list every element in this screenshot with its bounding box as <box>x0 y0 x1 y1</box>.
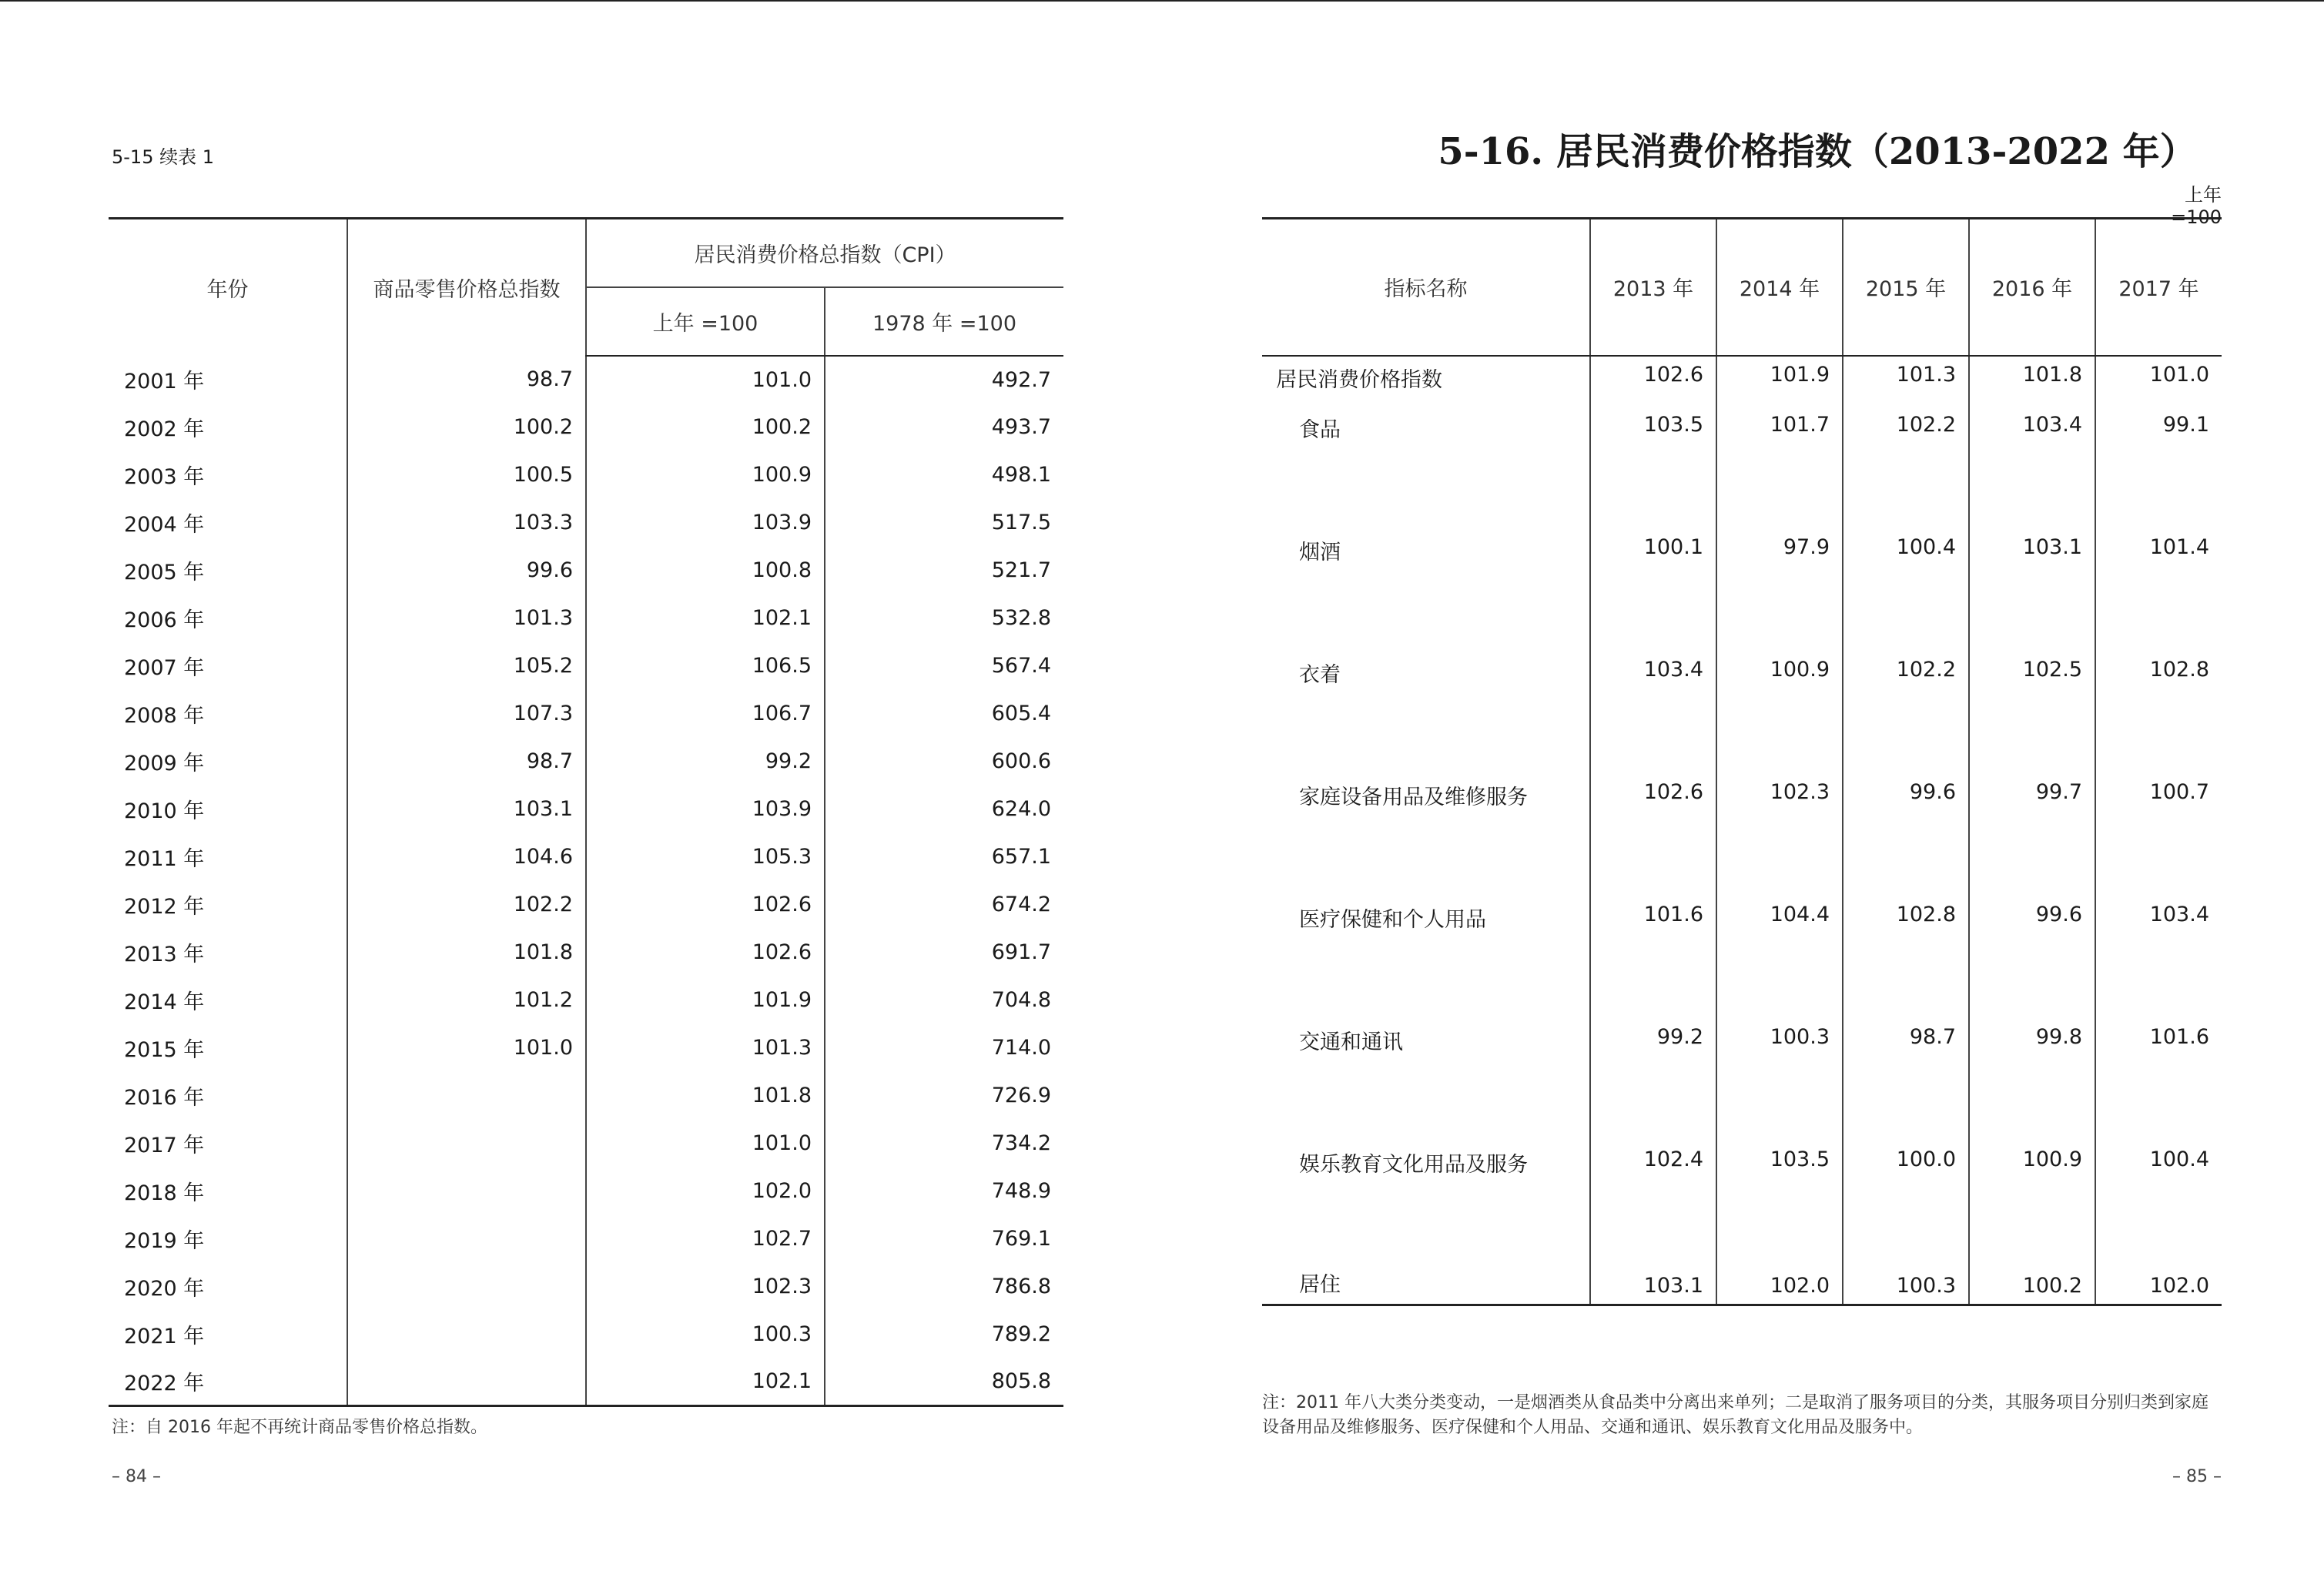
index-value-cell: 97.9 <box>1716 529 1843 652</box>
right-page-number: – 85 – <box>2172 1467 2222 1486</box>
retail-index-cell: 102.2 <box>347 881 586 929</box>
year-cell: 2001 年 <box>124 370 205 394</box>
index-value-cell: 99.8 <box>1969 1019 2095 1141</box>
year-cell: 2010 年 <box>124 799 205 823</box>
table-row <box>109 977 1063 1024</box>
index-value-cell: 100.0 <box>1843 1141 1969 1264</box>
cpi-prev-year-cell: 101.0 <box>586 1120 825 1168</box>
index-value-cell: 103.5 <box>1590 407 1716 529</box>
retail-index-cell <box>347 1359 586 1406</box>
cpi-prev-year-cell: 106.5 <box>586 642 825 690</box>
table-row <box>109 356 1063 404</box>
table-row <box>1262 896 2222 1019</box>
index-value-cell: 101.0 <box>2095 356 2222 407</box>
table-row <box>109 499 1063 547</box>
retail-index-cell <box>347 1168 586 1215</box>
retail-index-cell: 99.6 <box>347 547 586 595</box>
cpi-base-1978-cell: 624.0 <box>825 786 1063 833</box>
retail-index-cell <box>347 1263 586 1311</box>
cpi-prev-year-cell: 102.6 <box>586 929 825 977</box>
table-row <box>1262 407 2222 529</box>
year-cell: 2003 年 <box>124 465 205 489</box>
table-row <box>1262 652 2222 774</box>
page-title: 5-16. 居民消费价格指数（2013-2022 年） <box>1438 130 2197 173</box>
retail-index-cell: 101.8 <box>347 929 586 977</box>
table-row <box>109 1311 1063 1359</box>
year-cell: 2007 年 <box>124 656 205 680</box>
index-value-cell: 101.3 <box>1843 356 1969 407</box>
table-row <box>109 595 1063 642</box>
indicator-name-cell: 食品 <box>1299 417 1341 442</box>
index-value-cell: 99.2 <box>1590 1019 1716 1141</box>
cpi-base-1978-cell: 521.7 <box>825 547 1063 595</box>
cpi-base-1978-cell: 492.7 <box>825 356 1063 404</box>
index-value-cell: 100.4 <box>2095 1141 2222 1264</box>
table-continuation-label: 5-15 续表 1 <box>112 146 214 168</box>
index-value-cell: 102.6 <box>1590 774 1716 896</box>
index-value-cell: 99.6 <box>1843 774 1969 896</box>
cpi-prev-year-cell: 102.7 <box>586 1215 825 1263</box>
year-cell: 2002 年 <box>124 417 205 441</box>
table-row <box>109 1072 1063 1120</box>
indicator-name-cell: 居住 <box>1299 1273 1341 1297</box>
indicator-name-cell: 家庭设备用品及维修服务 <box>1299 785 1528 809</box>
cpi-base-1978-cell: 734.2 <box>825 1120 1063 1168</box>
left-footnote: 注：自 2016 年起不再统计商品零售价格总指数。 <box>112 1418 487 1437</box>
cpi-prev-year-cell: 100.9 <box>586 451 825 499</box>
index-value-cell: 102.6 <box>1590 356 1716 407</box>
cpi-base-1978-cell: 714.0 <box>825 1024 1063 1072</box>
table-row <box>1262 1264 2222 1305</box>
cpi-base-1978-cell: 567.4 <box>825 642 1063 690</box>
cpi-base-1978-cell: 600.6 <box>825 738 1063 786</box>
retail-index-cell: 104.6 <box>347 833 586 881</box>
retail-index-cell: 101.2 <box>347 977 586 1024</box>
cpi-base-1978-cell: 704.8 <box>825 977 1063 1024</box>
cpi-prev-year-cell: 102.3 <box>586 1263 825 1311</box>
cpi-history-table <box>109 217 1063 1407</box>
retail-index-cell <box>347 1072 586 1120</box>
cpi-prev-year-cell: 100.8 <box>586 547 825 595</box>
table-row <box>109 833 1063 881</box>
retail-index-cell: 103.3 <box>347 499 586 547</box>
table-row <box>109 1359 1063 1406</box>
table-row <box>109 881 1063 929</box>
header-2017: 2017 年 <box>2095 219 2222 356</box>
index-value-cell: 103.1 <box>1969 529 2095 652</box>
index-value-cell: 102.4 <box>1590 1141 1716 1264</box>
index-value-cell: 99.6 <box>1969 896 2095 1019</box>
retail-index-cell: 98.7 <box>347 738 586 786</box>
cpi-prev-year-cell: 103.9 <box>586 499 825 547</box>
index-value-cell: 101.6 <box>2095 1019 2222 1141</box>
year-cell: 2015 年 <box>124 1038 205 1062</box>
left-page-number: – 84 – <box>112 1467 161 1486</box>
index-value-cell: 98.7 <box>1843 1019 1969 1141</box>
year-cell: 2021 年 <box>124 1325 205 1348</box>
header-prev-year: 上年 =100 <box>586 287 825 356</box>
cpi-prev-year-cell: 99.2 <box>586 738 825 786</box>
cpi-base-1978-cell: 498.1 <box>825 451 1063 499</box>
header-year: 年份 <box>206 277 249 302</box>
indicator-name-cell: 居民消费价格指数 <box>1276 367 1442 392</box>
year-cell: 2013 年 <box>124 943 205 967</box>
right-footnote: 注：2011 年八大类分类变动，一是烟酒类从食品类中分离出来单列；二是取消了服务项目的分类，其服务项目分别归类到家庭设备用品及维修服务、医疗保健和个人用品、交通和通讯、娱乐教育文化用品及服务中。 <box>1262 1393 2208 1437</box>
cpi-base-1978-cell: 805.8 <box>825 1359 1063 1406</box>
index-value-cell: 100.9 <box>1716 652 1843 774</box>
indicator-name-cell: 衣着 <box>1299 662 1341 687</box>
cpi-base-1978-cell: 786.8 <box>825 1263 1063 1311</box>
index-value-cell: 103.1 <box>1590 1264 1716 1305</box>
cpi-base-1978-cell: 674.2 <box>825 881 1063 929</box>
cpi-prev-year-cell: 106.7 <box>586 690 825 738</box>
index-value-cell: 104.4 <box>1716 896 1843 1019</box>
table-row <box>1262 1019 2222 1141</box>
index-value-cell: 103.5 <box>1716 1141 1843 1264</box>
index-value-cell: 100.3 <box>1843 1264 1969 1305</box>
index-value-cell: 101.7 <box>1716 407 1843 529</box>
header-retail-index: 商品零售价格总指数 <box>347 219 586 356</box>
year-cell: 2006 年 <box>124 608 205 632</box>
indicator-name-cell: 娱乐教育文化用品及服务 <box>1299 1152 1528 1177</box>
cpi-prev-year-cell: 101.8 <box>586 1072 825 1120</box>
unit-label: 上年 =100 <box>2171 184 2222 228</box>
indicator-name-cell: 医疗保健和个人用品 <box>1299 907 1486 932</box>
header-2013: 2013 年 <box>1590 219 1716 356</box>
year-cell: 2009 年 <box>124 752 205 776</box>
index-value-cell: 101.4 <box>2095 529 2222 652</box>
index-value-cell: 102.3 <box>1716 774 1843 896</box>
cpi-base-1978-cell: 493.7 <box>825 404 1063 451</box>
retail-index-cell: 98.7 <box>347 356 586 404</box>
year-cell: 2020 年 <box>124 1277 205 1301</box>
year-cell: 2011 年 <box>124 847 205 871</box>
cpi-base-1978-cell: 517.5 <box>825 499 1063 547</box>
header-2015: 2015 年 <box>1843 219 1969 356</box>
header-base-1978: 1978 年 =100 <box>825 287 1063 356</box>
left-table-body <box>109 356 1063 1406</box>
table-row <box>109 738 1063 786</box>
index-value-cell: 101.9 <box>1716 356 1843 407</box>
year-cell: 2005 年 <box>124 561 205 585</box>
year-cell: 2016 年 <box>124 1086 205 1110</box>
indicator-name-cell: 烟酒 <box>1299 540 1341 565</box>
cpi-prev-year-cell: 102.1 <box>586 1359 825 1406</box>
retail-index-cell <box>347 1215 586 1263</box>
right-table-body <box>1262 356 2222 1305</box>
year-cell: 2014 年 <box>124 990 205 1014</box>
table-row <box>109 642 1063 690</box>
cpi-base-1978-cell: 605.4 <box>825 690 1063 738</box>
table-row <box>109 404 1063 451</box>
year-cell: 2019 年 <box>124 1229 205 1253</box>
year-cell: 2017 年 <box>124 1134 205 1157</box>
table-row <box>1262 1141 2222 1264</box>
index-value-cell: 103.4 <box>2095 896 2222 1019</box>
index-value-cell: 100.3 <box>1716 1019 1843 1141</box>
year-cell: 2012 年 <box>124 895 205 919</box>
header-2016: 2016 年 <box>1969 219 2095 356</box>
cpi-prev-year-cell: 102.0 <box>586 1168 825 1215</box>
cpi-prev-year-cell: 100.2 <box>586 404 825 451</box>
cpi-base-1978-cell: 748.9 <box>825 1168 1063 1215</box>
index-value-cell: 102.2 <box>1843 652 1969 774</box>
index-value-cell: 102.8 <box>2095 652 2222 774</box>
retail-index-cell: 107.3 <box>347 690 586 738</box>
index-value-cell: 100.2 <box>1969 1264 2095 1305</box>
table-row <box>1262 529 2222 652</box>
cpi-prev-year-cell: 101.3 <box>586 1024 825 1072</box>
cpi-base-1978-cell: 726.9 <box>825 1072 1063 1120</box>
cpi-prev-year-cell: 101.0 <box>586 356 825 404</box>
cpi-prev-year-cell: 102.1 <box>586 595 825 642</box>
cpi-base-1978-cell: 691.7 <box>825 929 1063 977</box>
cpi-prev-year-cell: 105.3 <box>586 833 825 881</box>
cpi-prev-year-cell: 103.9 <box>586 786 825 833</box>
cpi-prev-year-cell: 101.9 <box>586 977 825 1024</box>
table-row <box>109 1263 1063 1311</box>
index-value-cell: 99.1 <box>2095 407 2222 529</box>
table-row <box>1262 774 2222 896</box>
header-2014: 2014 年 <box>1716 219 1843 356</box>
table-row <box>109 451 1063 499</box>
retail-index-cell: 103.1 <box>347 786 586 833</box>
year-cell: 2004 年 <box>124 513 205 537</box>
cpi-base-1978-cell: 532.8 <box>825 595 1063 642</box>
table-row <box>109 1120 1063 1168</box>
table-row <box>109 1024 1063 1072</box>
retail-index-cell: 100.2 <box>347 404 586 451</box>
right-page <box>1162 0 2324 1588</box>
table-row <box>1262 356 2222 407</box>
retail-index-cell <box>347 1120 586 1168</box>
retail-index-cell: 101.0 <box>347 1024 586 1072</box>
table-row <box>109 1168 1063 1215</box>
index-value-cell: 99.7 <box>1969 774 2095 896</box>
index-value-cell: 102.2 <box>1843 407 1969 529</box>
header-cpi: 居民消费价格总指数（CPI） <box>586 219 1063 287</box>
cpi-prev-year-cell: 100.3 <box>586 1311 825 1359</box>
index-value-cell: 102.5 <box>1969 652 2095 774</box>
table-row <box>109 786 1063 833</box>
table-row <box>109 1215 1063 1263</box>
retail-index-cell: 101.3 <box>347 595 586 642</box>
index-value-cell: 100.1 <box>1590 529 1716 652</box>
year-cell: 2018 年 <box>124 1181 205 1205</box>
index-value-cell: 101.6 <box>1590 896 1716 1019</box>
index-value-cell: 100.9 <box>1969 1141 2095 1264</box>
index-value-cell: 103.4 <box>1590 652 1716 774</box>
index-value-cell: 102.0 <box>1716 1264 1843 1305</box>
retail-index-cell: 105.2 <box>347 642 586 690</box>
cpi-base-1978-cell: 789.2 <box>825 1311 1063 1359</box>
table-row <box>109 929 1063 977</box>
index-value-cell: 101.8 <box>1969 356 2095 407</box>
index-value-cell: 102.0 <box>2095 1264 2222 1305</box>
index-value-cell: 103.4 <box>1969 407 2095 529</box>
table-row <box>109 547 1063 595</box>
retail-index-cell <box>347 1311 586 1359</box>
index-value-cell: 102.8 <box>1843 896 1969 1019</box>
indicator-name-cell: 交通和通讯 <box>1299 1030 1403 1054</box>
year-cell: 2008 年 <box>124 704 205 728</box>
year-cell: 2022 年 <box>124 1372 205 1396</box>
index-value-cell: 100.4 <box>1843 529 1969 652</box>
cpi-prev-year-cell: 102.6 <box>586 881 825 929</box>
table-row <box>109 690 1063 738</box>
index-value-cell: 100.7 <box>2095 774 2222 896</box>
cpi-base-1978-cell: 657.1 <box>825 833 1063 881</box>
retail-index-cell: 100.5 <box>347 451 586 499</box>
header-indicator: 指标名称 <box>1262 219 1590 356</box>
cpi-base-1978-cell: 769.1 <box>825 1215 1063 1263</box>
cpi-category-table <box>1262 217 2222 1306</box>
